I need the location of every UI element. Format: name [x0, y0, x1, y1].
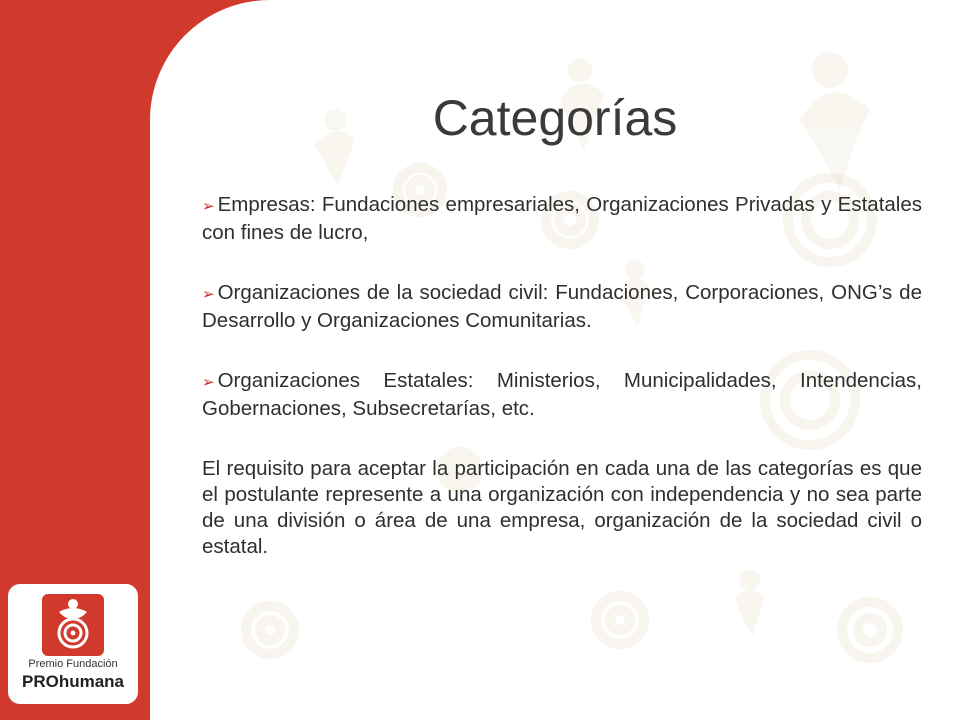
bullet-text: Empresas: Fundaciones empresariales, Organizaciones Privadas y Estatales con fines de lucro,	[202, 193, 922, 244]
prohumana-logo	[8, 584, 138, 704]
bullet-text: Organizaciones Estatales: Ministerios, Municipalidades, Intendencias, Gobernaciones, Subsecretarías, etc.	[202, 369, 922, 420]
bullet-text: Organizaciones de la sociedad civil: Fundaciones, Corporaciones, ONG’s de Desarrollo y Organizaciones Comunitarias.	[202, 281, 922, 332]
requirement-note: El requisito para aceptar la participación en cada una de las categorías es que el postulante represente a una organización con independencia y no sea parte de una división o área de una empresa, organización de la sociedad civil o estatal.	[202, 457, 922, 558]
arrow-bullet-icon: ➢	[202, 198, 215, 215]
bullet-item	[202, 368, 922, 422]
arrow-bullet-icon: ➢	[202, 374, 215, 391]
slide-body	[202, 192, 922, 581]
bullet-item	[202, 192, 922, 246]
arrow-bullet-icon: ➢	[202, 286, 215, 303]
spiral-figure-logo-icon	[42, 594, 104, 656]
slide-title: Categorías	[432, 90, 678, 146]
slide-content-panel	[150, 0, 960, 720]
logo-line2: PROhumana	[21, 672, 125, 691]
bullet-item	[202, 280, 922, 334]
logo-line1: Premio Fundación	[28, 658, 118, 670]
